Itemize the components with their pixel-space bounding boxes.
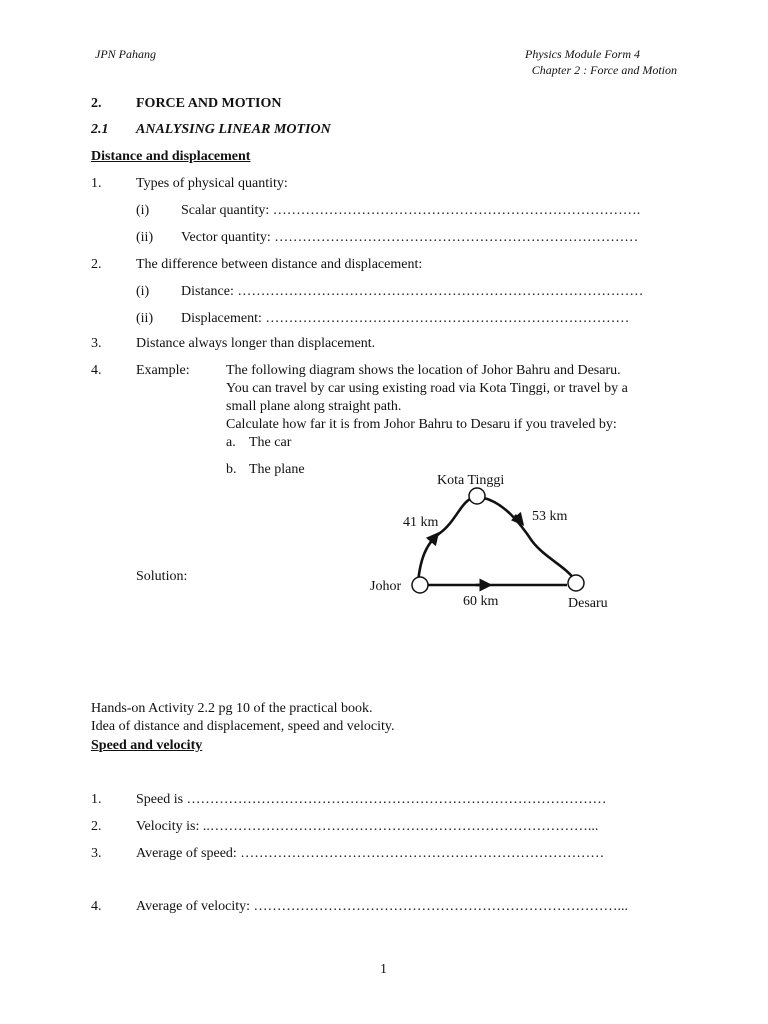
q4-a-text: The car	[249, 435, 292, 450]
q1-b-text: Vector quantity: ……………………………………………………………………	[181, 230, 639, 245]
q1-text: Types of physical quantity:	[136, 176, 288, 191]
speed-q1-number: 1.	[91, 792, 102, 807]
activity-line1: Hands-on Activity 2.2 pg 10 of the practical book.	[91, 701, 373, 716]
q2-a-number: (i)	[136, 284, 150, 299]
activity-line2: Idea of distance and displacement, speed and velocity.	[91, 719, 395, 734]
header-right-chapter: Chapter 2 : Force and Motion	[531, 63, 677, 77]
route-diagram	[360, 465, 630, 615]
q4-a-number: a.	[226, 435, 236, 450]
q4-line3: small plane along straight path.	[226, 399, 402, 414]
edge-johor-kota-tinggi	[418, 499, 470, 583]
q1-b-number: (ii)	[136, 230, 154, 245]
chapter-title: FORCE AND MOTION	[136, 96, 282, 111]
label-edge-right: 53 km	[532, 509, 568, 524]
speed-q2-text: Velocity is: ..………………………………………………………………………...	[136, 819, 599, 834]
speed-q3-text: Average of speed: ……………………………………………………………………	[136, 846, 605, 861]
q4-b-text: The plane	[249, 462, 305, 477]
q4-line2: You can travel by car using existing road via Kota Tinggi, or travel by a	[226, 381, 628, 396]
speed-q2-number: 2.	[91, 819, 102, 834]
section-number: 2.1	[91, 122, 109, 137]
chapter-number: 2.	[91, 96, 102, 111]
q2-number: 2.	[91, 257, 102, 272]
node-kota-tinggi	[469, 488, 485, 504]
label-kota-tinggi: Kota Tinggi	[437, 473, 505, 488]
node-desaru	[568, 575, 584, 591]
q4-line4: Calculate how far it is from Johor Bahru to Desaru if you traveled by:	[226, 417, 617, 432]
speed-q1-text: Speed is ………………………………………………………………………………	[136, 792, 607, 807]
q1-number: 1.	[91, 176, 102, 191]
label-edge-bottom: 60 km	[463, 594, 499, 609]
speed-q3-number: 3.	[91, 846, 102, 861]
speed-q4-text: Average of velocity: ……………………………………………………………………...	[136, 899, 629, 914]
node-johor	[412, 577, 428, 593]
section-title: ANALYSING LINEAR MOTION	[136, 122, 331, 137]
subheading-distance: Distance and displacement	[91, 149, 251, 164]
solution-label: Solution:	[136, 569, 188, 584]
header-right-title: Physics Module Form 4	[525, 47, 640, 61]
label-desaru: Desaru	[568, 596, 608, 611]
edge-left-arrow	[430, 537, 435, 543]
label-johor: Johor	[370, 579, 402, 594]
q4-line1: The following diagram shows the location of Johor Bahru and Desaru.	[226, 363, 621, 378]
label-edge-left: 41 km	[403, 515, 439, 530]
q1-a-text: Scalar quantity: …………………………………………………………………….	[181, 203, 641, 218]
subheading-speed: Speed and velocity	[91, 738, 203, 753]
q3-number: 3.	[91, 336, 102, 351]
page-number: 1	[380, 962, 387, 977]
q4-label: Example:	[136, 363, 190, 378]
header-left: JPN Pahang	[95, 47, 156, 61]
q4-b-number: b.	[226, 462, 237, 477]
q2-a-text: Distance: ……………………………………………………………………………	[181, 284, 644, 299]
q4-number: 4.	[91, 363, 102, 378]
q1-a-number: (i)	[136, 203, 150, 218]
q2-text: The difference between distance and displacement:	[136, 257, 423, 272]
q2-b-text: Displacement: ……………………………………………………………………	[181, 311, 630, 326]
q2-b-number: (ii)	[136, 311, 154, 326]
speed-q4-number: 4.	[91, 899, 102, 914]
q3-text: Distance always longer than displacement.	[136, 336, 376, 351]
